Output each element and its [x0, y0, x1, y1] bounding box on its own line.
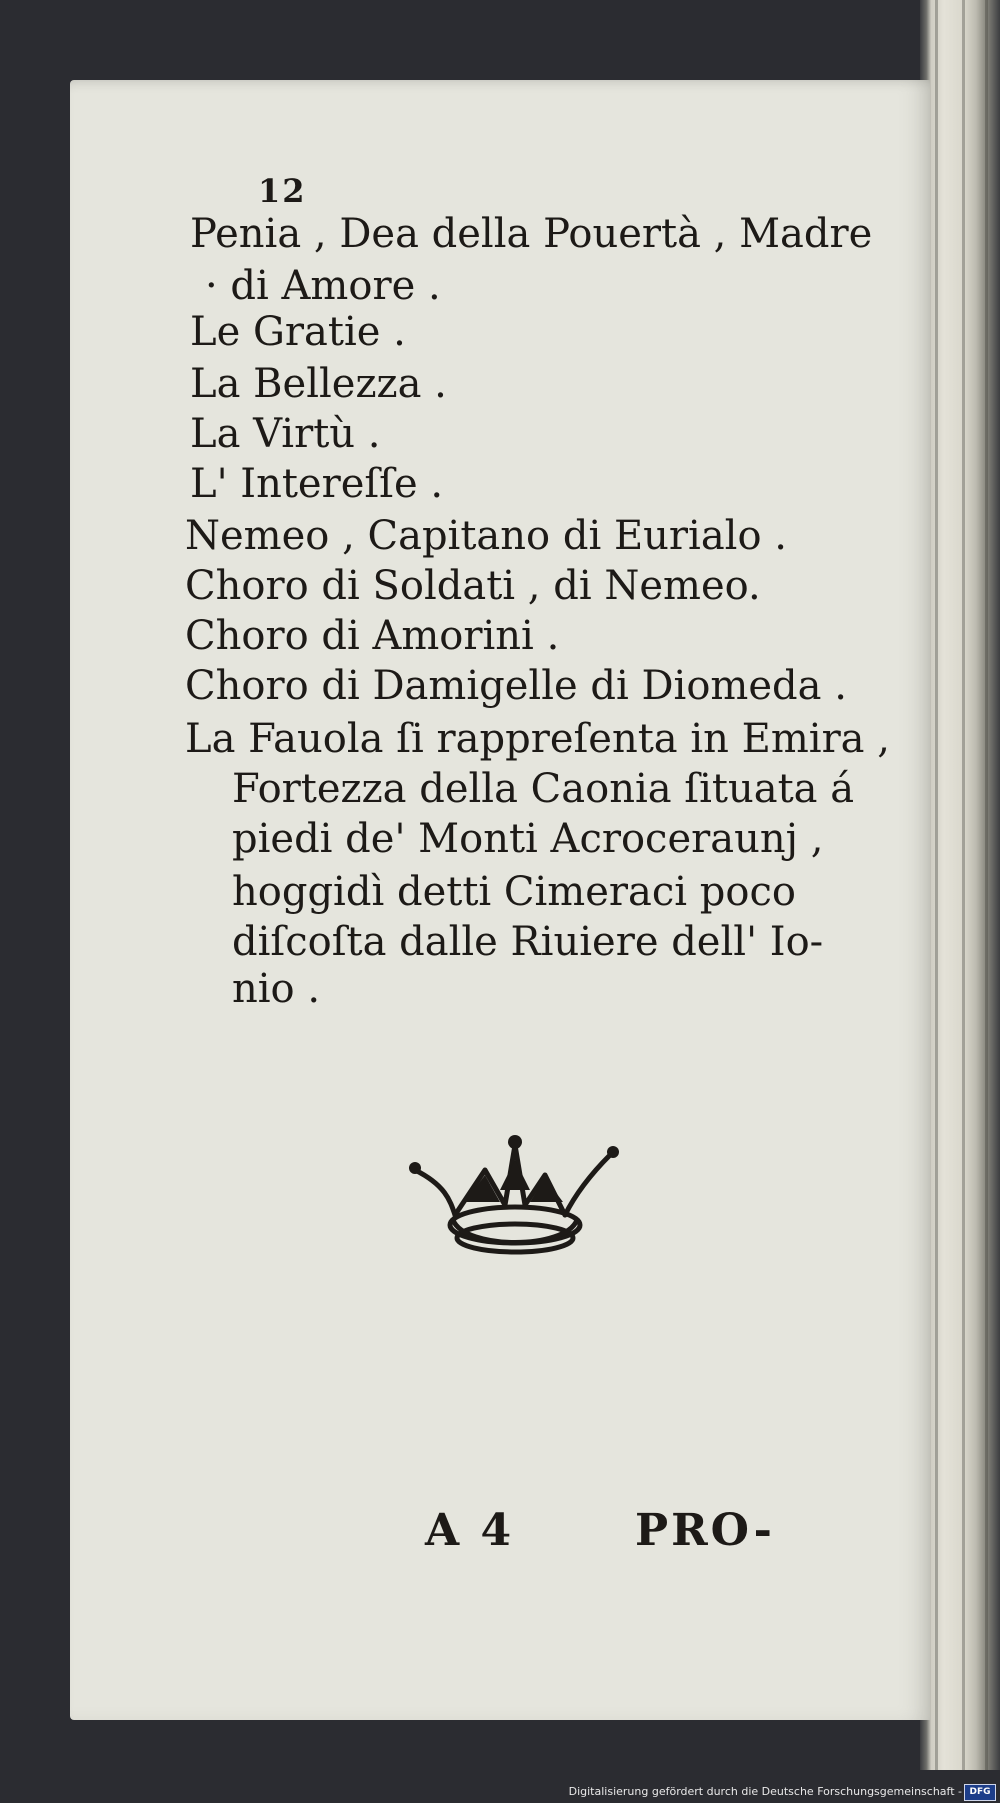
crown-ornament-icon	[405, 1130, 625, 1260]
text-line: Choro di Amorini .	[185, 613, 560, 659]
text-line: Penia , Dea della Pouertà , Madre	[190, 211, 873, 257]
page-edge-line	[985, 0, 988, 1770]
text-line: La Virtù .	[190, 411, 381, 457]
text-line: Choro di Damigelle di Diomeda .	[185, 663, 847, 709]
text-line: La Bellezza .	[190, 361, 447, 407]
text-line: hoggidì detti Cimeraci poco	[232, 869, 796, 915]
page-edge-line	[935, 0, 938, 1770]
text-line: piedi de' Monti Acroceraunj ,	[232, 816, 824, 862]
text-line: · di Amore .	[205, 263, 441, 309]
digitization-credit: Digitalisierung gefördert durch die Deutsche Forschungsgemeinschaft -	[568, 1785, 962, 1798]
text-line: Fortezza della Caonia ſituata á	[232, 766, 855, 812]
catchword: PRO-	[635, 1505, 775, 1556]
page-edge-line	[962, 0, 965, 1770]
page-number: 12	[258, 172, 307, 210]
text-line: Le Gratie .	[190, 309, 406, 355]
text-line: diſcoſta dalle Riuiere dell' Io-	[232, 919, 824, 965]
text-line: Nemeo , Capitano di Eurialo .	[185, 513, 787, 559]
page-edges	[920, 0, 1000, 1770]
text-line: L' Intereſſe .	[190, 461, 444, 507]
text-line: nio .	[232, 966, 321, 1012]
signature-mark: A 4	[425, 1505, 515, 1556]
dfg-logo-icon: DFG	[964, 1784, 996, 1801]
text-line: La Fauola ſi rappreſenta in Emira ,	[185, 716, 890, 762]
text-line: Choro di Soldati , di Nemeo.	[185, 563, 761, 609]
